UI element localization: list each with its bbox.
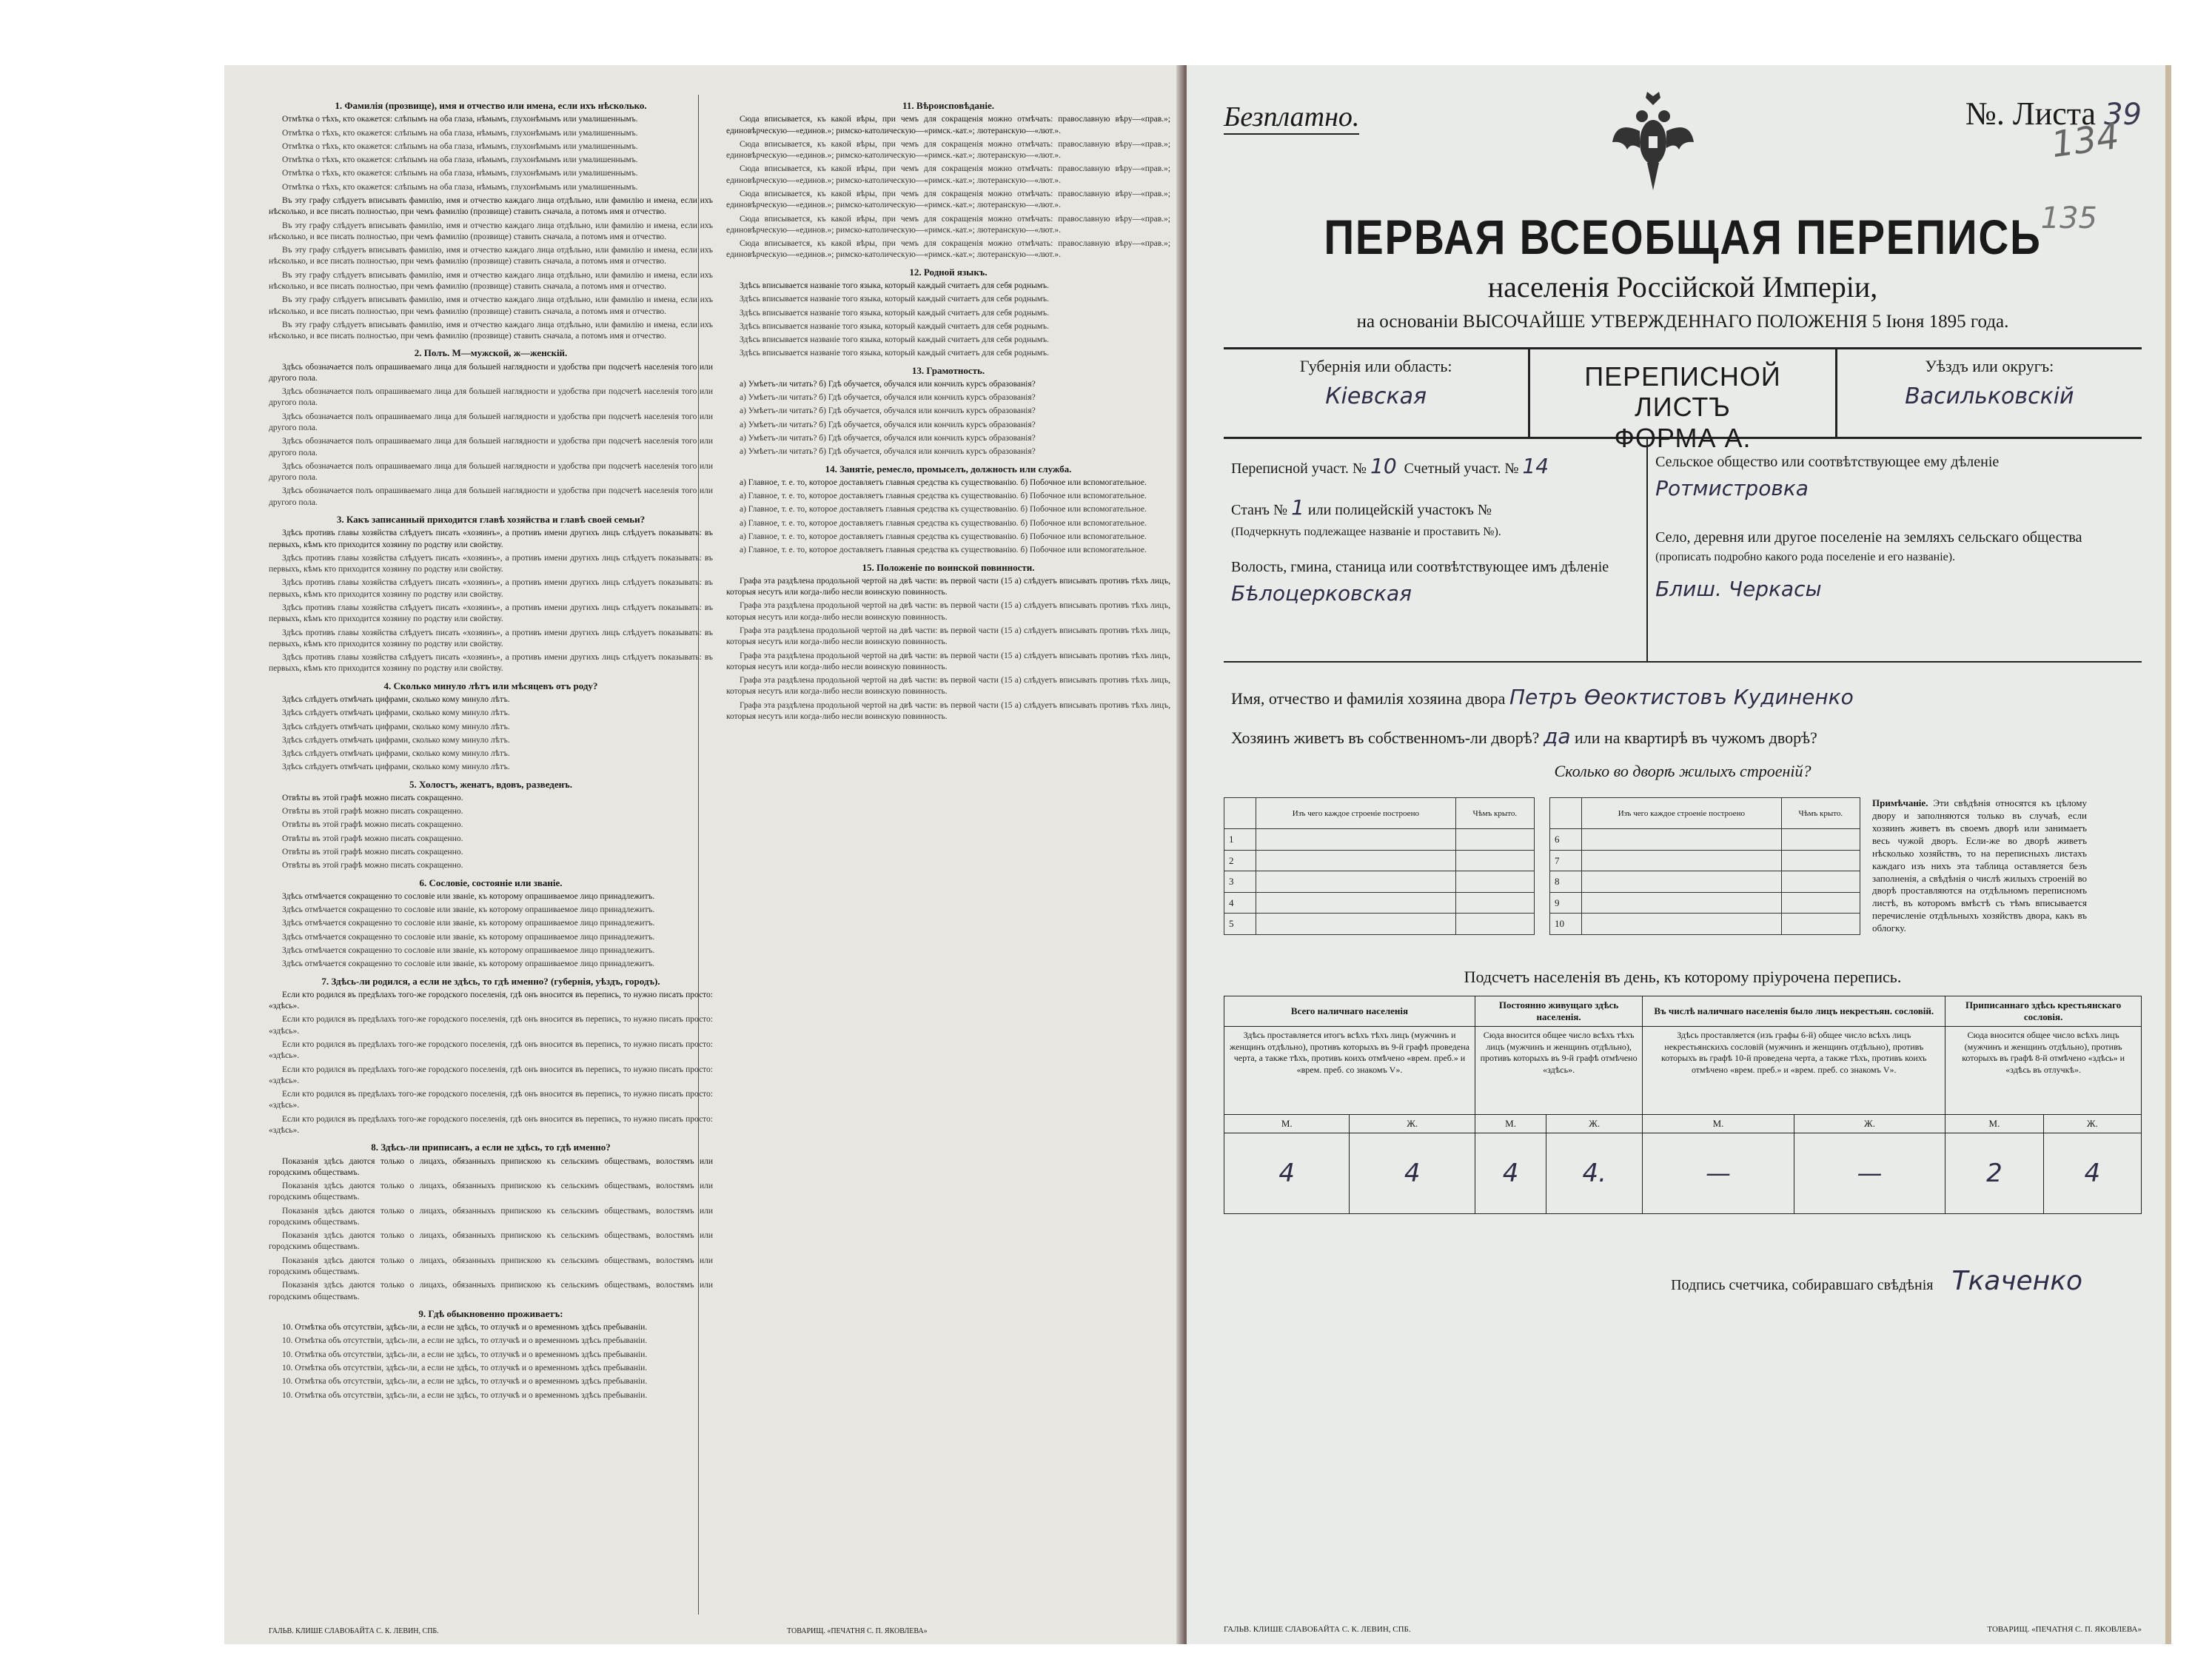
note-label: Примѣчаніе. <box>1872 797 1928 809</box>
society-label: Сельское общество или соотвѣтствующее ему дѣленіе <box>1655 454 2000 470</box>
buildings-section <box>1224 797 2142 935</box>
section-text: Сюда вписывается, къ какой вѣры, при чемъ для сокращенія можно отмѣчать: православную вѣру—«прав.»; единовѣрческую—«единов.»; римско-католическую—«римск.-кат.»; лютеранскую—«лют.». <box>726 139 1170 161</box>
section-text: Здѣсь противъ главы хозяйства слѣдуетъ писать «хозяинъ», а противъ имени другихъ лицъ слѣдуетъ показывать: въ первыхъ, кѣмъ кто приходится хозяину по родству или свойству. <box>269 603 713 624</box>
section-text: Здѣсь отмѣчается сокращенно то сословіе или званіе, къ которому опрашиваемое лицо принадлежитъ. <box>282 946 655 955</box>
section-heading: 1. Фамилія (прозвище), имя и отчество или имена, если ихъ нѣсколько. <box>335 100 647 111</box>
section-text: а) Умѣетъ-ли читать? б) Гдѣ обучается, обучался или кончилъ курсъ образованія? <box>740 434 1036 443</box>
row-number: 10 <box>1550 914 1582 935</box>
count-header: Приписаннаго здѣсь крестьянскаго сословія. <box>1945 996 2142 1026</box>
section-text: Отвѣты въ этой графѣ можно писать сокращенно. <box>282 820 463 830</box>
sheet-number-label: №. Листа <box>1965 95 2097 132</box>
section-text: а) Главное, т. е. то, которое доставляетъ главныя средства къ существованію. б) Побочное или вспомогательное. <box>740 505 1147 515</box>
section-text: Здѣсь вписывается названіе того языка, который каждый считаетъ для себя роднымъ. <box>740 335 1049 345</box>
district-cell <box>1837 349 2142 437</box>
section-text: Здѣсь отмѣчается сокращенно то сословіе или званіе, къ которому опрашиваемое лицо принадлежитъ. <box>282 959 655 969</box>
village-label: Село, деревня или другое поселеніе на земляхъ сельскаго общества <box>1655 529 2082 546</box>
section-text: Здѣсь отмѣчается сокращенно то сословіе или званіе, къ которому опрашиваемое лицо принадлежитъ. <box>282 919 655 928</box>
section-text: Здѣсь обозначается полъ опрашиваемаго лица для большей наглядности и удобства при подсчетѣ населенія того или другого пола. <box>269 437 713 458</box>
count-value: 4 <box>2043 1133 2141 1213</box>
location-right <box>1648 439 2142 661</box>
sex-header: Ж. <box>1350 1114 1475 1133</box>
table-row <box>1224 1133 2142 1213</box>
section-text: Здѣсь вписывается названіе того языка, который каждый считаетъ для себя роднымъ. <box>740 321 1049 331</box>
form-header <box>1224 90 2142 235</box>
owner-label: Имя, отчество и фамилія хозяина двора <box>1231 689 1506 708</box>
row-number: 3 <box>1224 871 1256 893</box>
section-heading: 13. Грамотность. <box>911 364 985 376</box>
printer-mark: ТОВАРИЩ. «ПЕЧАТНЯ С. П. ЯКОВЛЕВА» <box>787 1627 928 1635</box>
count-header: Въ числѣ наличнаго населенія было лицъ некрестьян. сословій. <box>1643 996 1945 1026</box>
stan-value: 1 <box>1291 495 1304 520</box>
section-text: Отвѣты въ этой графѣ можно писать сокращенно. <box>282 793 463 802</box>
signature-line <box>1224 1266 2142 1296</box>
section-text: Отмѣтка о тѣхъ, кто окажется: слѣпымъ на оба глаза, нѣмымъ, глухонѣмымъ или умалишеннымъ. <box>282 115 638 124</box>
section-heading: 7. Здѣсь-ли родился, а если не здѣсь, то гдѣ именно? (губернія, уѣздъ, городъ). <box>321 975 660 987</box>
section-text: Если кто родился въ предѣлахъ того-же городского поселенія, гдѣ онъ вносится въ перепись, то нужно писать просто: «здѣсь». <box>269 1065 713 1085</box>
count-section-value: 14 <box>1522 454 1549 478</box>
table-row <box>1224 914 1535 935</box>
section-text: а) Умѣетъ-ли читать? б) Гдѣ обучается, обучался или кончилъ курсъ образованія? <box>740 420 1036 429</box>
own-yard-value: да <box>1543 724 1571 749</box>
section-text: Отвѣты въ этой графѣ можно писать сокращенно. <box>282 848 463 857</box>
section-text: а) Умѣетъ-ли читать? б) Гдѣ обучается, обучался или кончилъ курсъ образованія? <box>740 447 1036 457</box>
sex-header: Ж. <box>1546 1114 1643 1133</box>
instructions-page <box>224 65 1187 1644</box>
section-text: 10. Отмѣтка объ отсутствіи, здѣсь-ли, а если не здѣсь, то отлучкѣ и о временномъ здѣсь пребываніи. <box>282 1336 648 1346</box>
table-row <box>1224 829 1535 851</box>
section-heading: 3. Какъ записанный приходится главѣ хозяйства и главѣ своей семьи? <box>336 514 646 525</box>
sex-header: М. <box>1643 1114 1794 1133</box>
section-text: Показанія здѣсь даются только о лицахъ, обязанныхъ припискою къ сельскимъ обществамъ, волостямъ или городскимъ обществамъ. <box>269 1206 713 1227</box>
section-text: Здѣсь противъ главы хозяйства слѣдуетъ писать «хозяинъ», а противъ имени другихъ лицъ слѣдуетъ показывать: въ первыхъ, кѣмъ кто приходится хозяину по родству или свойству. <box>269 628 713 648</box>
table-row <box>1550 850 1860 871</box>
police-label: или полицейскій участокъ № <box>1307 502 1492 518</box>
count-value: 2 <box>1945 1133 2043 1213</box>
village-hint: (прописать подробно какого рода поселеніе и его названіе). <box>1655 551 1956 563</box>
sex-header: М. <box>1475 1114 1546 1133</box>
sheet-box <box>1224 349 2142 453</box>
section-text: 10. Отмѣтка объ отсутствіи, здѣсь-ли, а если не здѣсь, то отлучкѣ и о временномъ здѣсь пребываніи. <box>282 1350 648 1359</box>
form-type-title: ПЕРЕПИСНОЙ ЛИСТЪ <box>1584 361 1781 423</box>
section-text: а) Главное, т. е. то, которое доставляетъ главныя средства къ существованію. б) Побочное или вспомогательное. <box>740 518 1147 528</box>
census-section-value: 10 <box>1370 454 1397 478</box>
section-text: Въ эту графу слѣдуетъ вписывать фамилію, имя и отчество каждаго лица отдѣльно, или фамилію и имена, если ихъ нѣсколько, и все писать полностью, при чемъ фамилію (прозвище) ставить сначала, а потомъ имя и отчество. <box>269 295 713 316</box>
section-text: Здѣсь отмѣчается сокращенно то сословіе или званіе, къ которому опрашиваемое лицо принадлежитъ. <box>282 891 655 901</box>
sheet-number-value: 39 <box>2104 98 2142 132</box>
count-value: 4 <box>1224 1133 1350 1213</box>
section-text: Показанія здѣсь даются только о лицахъ, обязанныхъ припискою къ сельскимъ обществамъ, волостямъ или городскимъ обществамъ. <box>269 1281 713 1301</box>
own-yard-label: Хозяинъ живетъ въ собственномъ-ли дворѣ? <box>1231 728 1540 748</box>
section-text: Въ эту графу слѣдуетъ вписывать фамилію, имя и отчество каждаго лица отдѣльно, или фамилію и имена, если ихъ нѣсколько, и все писать полностью, при чемъ фамилію (прозвище) ставить сначала, а потомъ имя и отчество. <box>269 320 713 341</box>
section-text: Здѣсь отмѣчается сокращенно то сословіе или званіе, къ которому опрашиваемое лицо принадлежитъ. <box>282 905 655 915</box>
section-text: Здѣсь противъ главы хозяйства слѣдуетъ писать «хозяинъ», а противъ имени другихъ лицъ слѣдуетъ показывать: въ первыхъ, кѣмъ кто приходится хозяину по родству или свойству. <box>269 578 713 599</box>
section-text: Если кто родился въ предѣлахъ того-же городского поселенія, гдѣ онъ вносится въ перепись, то нужно писать просто: «здѣсь». <box>269 990 713 1011</box>
section-text: Отмѣтка о тѣхъ, кто окажется: слѣпымъ на оба глаза, нѣмымъ, глухонѣмымъ или умалишеннымъ. <box>282 128 638 138</box>
section-heading: 15. Положеніе по воинской повинности. <box>862 561 1035 573</box>
section-text: Здѣсь слѣдуетъ отмѣчать цифрами, сколько кому минуло лѣтъ. <box>282 735 510 745</box>
section-heading: 4. Сколько минуло лѣтъ или мѣсяцевъ отъ роду? <box>383 680 598 691</box>
form-type-code: ФОРМА А. <box>1614 422 1752 453</box>
section-text: Здѣсь обозначается полъ опрашиваемаго лица для большей наглядности и удобства при подсчетѣ населенія того или другого пола. <box>269 362 713 383</box>
pencil-number: 134 <box>2048 115 2122 167</box>
section-text: Показанія здѣсь даются только о лицахъ, обязанныхъ припискою къ сельскимъ обществамъ, волостямъ или городскимъ обществамъ. <box>269 1256 713 1277</box>
count-value: 4 <box>1350 1133 1475 1213</box>
section-text: Если кто родился въ предѣлахъ того-же городского поселенія, гдѣ онъ вносится въ перепись, то нужно писать просто: «здѣсь». <box>269 1090 713 1110</box>
section-text: Здѣсь противъ главы хозяйства слѣдуетъ писать «хозяинъ», а противъ имени другихъ лицъ слѣдуетъ показывать: въ первыхъ, кѣмъ кто приходится хозяину по родству или свойству. <box>269 529 713 549</box>
pencil-number: 135 <box>2040 201 2097 235</box>
section-text: Отмѣтка о тѣхъ, кто окажется: слѣпымъ на оба глаза, нѣмымъ, глухонѣмымъ или умалишеннымъ. <box>282 155 638 165</box>
table-row <box>1550 829 1860 851</box>
section-text: Здѣсь отмѣчается сокращенно то сословіе или званіе, къ которому опрашиваемое лицо принадлежитъ. <box>282 932 655 942</box>
form-title: ПЕРВАЯ ВСЕОБЩАЯ ПЕРЕПИСЬ <box>1324 210 2042 264</box>
row-number: 4 <box>1224 892 1256 914</box>
section-text: Графа эта раздѣлена продольной чертой на двѣ части: въ первой части (15 а) слѣдуетъ вписывать противъ тѣхъ лицъ, которыя несутъ или когда-либо несли воинскую повинность. <box>726 576 1170 597</box>
row-number: 9 <box>1550 892 1582 914</box>
stan-label: Станъ № <box>1231 502 1288 518</box>
count-description: Сюда вносится общее число всѣхъ тѣхъ лицъ (мужчинъ и женщинъ отдѣльно), противъ которыхъ въ 9-й графѣ отмѣчено «здѣсь». <box>1475 1026 1642 1114</box>
signature-value: Ткаченко <box>1951 1265 2082 1296</box>
section-text: Въ эту графу слѣдуетъ вписывать фамилію, имя и отчество каждаго лица отдѣльно, или фамилію и имена, если ихъ нѣсколько, и все писать полностью, при чемъ фамилію (прозвище) ставить сначала, а потомъ имя и отчество. <box>269 221 713 241</box>
section-text: Здѣсь обозначается полъ опрашиваемаго лица для большей наглядности и удобства при подсчетѣ населенія того или другого пола. <box>269 486 713 507</box>
province-cell <box>1224 349 1528 437</box>
sex-header: М. <box>1224 1114 1350 1133</box>
section-text: а) Умѣетъ-ли читать? б) Гдѣ обучается, обучался или кончилъ курсъ образованія? <box>740 393 1036 403</box>
sex-header: М. <box>1945 1114 2043 1133</box>
sex-header: Ж. <box>2043 1114 2141 1133</box>
section-text: Показанія здѣсь даются только о лицахъ, обязанныхъ припискою къ сельскимъ обществамъ, волостямъ или городскимъ обществамъ. <box>269 1182 713 1202</box>
section-text: Отвѣты въ этой графѣ можно писать сокращенно. <box>282 861 463 871</box>
section-text: Показанія здѣсь даются только о лицахъ, обязанныхъ припискою къ сельскимъ обществамъ, волостямъ или городскимъ обществамъ. <box>269 1231 713 1252</box>
province-label: Губернія или область: <box>1299 357 1452 375</box>
owner-section <box>1224 663 2142 787</box>
location-left <box>1224 439 1648 661</box>
section-heading: 5. Холостъ, женатъ, вдовъ, разведенъ. <box>409 778 572 790</box>
section-text: Въ эту графу слѣдуетъ вписывать фамилію, имя и отчество каждаго лица отдѣльно, или фамилію и имена, если ихъ нѣсколько, и все писать полностью, при чемъ фамилію (прозвище) ставить сначала, а потомъ имя и отчество. <box>269 246 713 267</box>
section-text: а) Главное, т. е. то, которое доставляетъ главныя средства къ существованію. б) Побочное или вспомогательное. <box>740 532 1147 541</box>
census-section-label: Переписной участ. № <box>1231 460 1367 477</box>
section-text: Сюда вписывается, къ какой вѣры, при чемъ для сокращенія можно отмѣчать: православную вѣру—«прав.»; единовѣрческую—«единов.»; римско-католическую—«римск.-кат.»; лютеранскую—«лют.». <box>726 164 1170 185</box>
form-subtitle: населенія Россійской Имперіи, <box>1487 270 1878 304</box>
table-row <box>1550 892 1860 914</box>
section-text: 10. Отмѣтка объ отсутствіи, здѣсь-ли, а если не здѣсь, то отлучкѣ и о временномъ здѣсь пребываніи. <box>282 1364 648 1373</box>
village-value: Блиш. Черкасы <box>1655 577 1822 601</box>
instructions-column-1 <box>269 95 713 1622</box>
count-value: 4 <box>1475 1133 1546 1213</box>
section-text: Здѣсь вписывается названіе того языка, который каждый считаетъ для себя роднымъ. <box>740 295 1049 304</box>
district-label: Уѣздъ или округъ: <box>1925 357 2054 375</box>
table-row <box>1224 892 1535 914</box>
free-label: Безплатно. <box>1224 101 1359 135</box>
bldg-header: Изъ чего каждое строеніе построено <box>1582 798 1782 829</box>
form-type <box>1528 349 1837 453</box>
double-headed-eagle-icon <box>1609 90 1697 194</box>
section-heading: 9. Гдѣ обыкновенно проживаетъ: <box>418 1307 563 1319</box>
section-text: Здѣсь слѣдуетъ отмѣчать цифрами, сколько кому минуло лѣтъ. <box>282 722 510 731</box>
section-text: Отмѣтка о тѣхъ, кто окажется: слѣпымъ на оба глаза, нѣмымъ, глухонѣмымъ или умалишеннымъ. <box>282 141 638 151</box>
book-scan <box>224 65 2171 1644</box>
count-value: — <box>1794 1133 1945 1213</box>
printer-mark: ТОВАРИЩ. «ПЕЧАТНЯ С. П. ЯКОВЛЕВА» <box>1987 1625 2142 1634</box>
section-text: Сюда вписывается, къ какой вѣры, при чемъ для сокращенія можно отмѣчать: православную вѣру—«прав.»; единовѣрческую—«единов.»; римско-католическую—«римск.-кат.»; лютеранскую—«лют.». <box>726 115 1170 135</box>
section-text: Здѣсь слѣдуетъ отмѣчать цифрами, сколько кому минуло лѣтъ. <box>282 708 510 718</box>
row-number: 2 <box>1224 850 1256 871</box>
count-title: Подсчетъ населенія въ день, къ которому пріурочена перепись. <box>1464 967 1902 986</box>
volost-value: Бѣлоцерковская <box>1231 581 1412 606</box>
count-value: 4. <box>1546 1133 1643 1213</box>
section-heading: 6. Сословіе, состояніе или званіе. <box>419 877 563 888</box>
note-text: Эти свѣдѣнія относятся къ цѣлому двору и заполняются только въ случаѣ, если хозяинъ живетъ въ своемъ дворѣ или занимаетъ весь чужой дворъ. Если-же во дворѣ живетъ нѣсколько хозяйствъ, то на переписныхъ листахъ каждаго изъ нихъ эта таблица оставляется безъ заполненія, а свѣдѣнія о числѣ жилыхъ строеній во дворѣ проставляются на отдѣльномъ переписномъ листѣ, въ которомъ вмѣстѣ съ тѣмъ вписывается перечисленіе отдѣльныхъ хозяйствъ двора, какъ въ облогку. <box>1872 797 2088 934</box>
province-value: Кіевская <box>1325 383 1427 409</box>
section-text: Если кто родился въ предѣлахъ того-же городского поселенія, гдѣ онъ вносится въ перепись, то нужно писать просто: «здѣсь». <box>269 1039 713 1061</box>
section-text: Отвѣты въ этой графѣ можно писать сокращенно. <box>282 834 463 843</box>
section-text: Здѣсь вписывается названіе того языка, который каждый считаетъ для себя роднымъ. <box>740 349 1049 358</box>
section-text: Отмѣтка о тѣхъ, кто окажется: слѣпымъ на оба глаза, нѣмымъ, глухонѣмымъ или умалишеннымъ. <box>282 169 638 178</box>
table-row <box>1224 850 1535 871</box>
count-value: — <box>1643 1133 1794 1213</box>
row-number: 6 <box>1550 829 1582 851</box>
section-text: Здѣсь слѣдуетъ отмѣчать цифрами, сколько кому минуло лѣтъ. <box>282 763 510 772</box>
count-header: Всего наличнаго населенія <box>1224 996 1475 1026</box>
population-count <box>1224 996 2142 1214</box>
section-text: Здѣсь обозначается полъ опрашиваемаго лица для большей наглядности и удобства при подсчетѣ населенія того или другого пола. <box>269 387 713 408</box>
section-text: Сюда вписывается, къ какой вѣры, при чемъ для сокращенія можно отмѣчать: православную вѣру—«прав.»; единовѣрческую—«единов.»; римско-католическую—«римск.-кат.»; лютеранскую—«лют.». <box>726 189 1170 210</box>
section-text: 10. Отмѣтка объ отсутствіи, здѣсь-ли, а если не здѣсь, то отлучкѣ и о временномъ здѣсь пребываніи. <box>282 1323 648 1333</box>
section-text: Графа эта раздѣлена продольной чертой на двѣ части: въ первой части (15 а) слѣдуетъ вписывать противъ тѣхъ лицъ, которыя несутъ или когда-либо несли воинскую повинность. <box>726 626 1170 647</box>
bldg-header: Изъ чего каждое строеніе построено <box>1256 798 1456 829</box>
table-row <box>1224 871 1535 893</box>
section-heading: 11. Вѣроисповѣданіе. <box>902 100 994 111</box>
section-heading: 12. Родной языкъ. <box>909 266 988 278</box>
row-number: 5 <box>1224 914 1256 935</box>
section-heading: 2. Полъ. М—мужской, ж—женскій. <box>414 347 568 359</box>
section-text: Графа эта раздѣлена продольной чертой на двѣ части: въ первой части (15 а) слѣдуетъ вписывать противъ тѣхъ лицъ, которыя несутъ или когда-либо несли воинскую повинность. <box>726 676 1170 697</box>
table-row <box>1550 871 1860 893</box>
row-number: 8 <box>1550 871 1582 893</box>
section-text: Отмѣтка о тѣхъ, кто окажется: слѣпымъ на оба глаза, нѣмымъ, глухонѣмымъ или умалишеннымъ. <box>282 182 638 192</box>
bldg-header: Чѣмъ крыто. <box>1781 798 1860 829</box>
sex-header: Ж. <box>1794 1114 1945 1133</box>
section-text: Если кто родился въ предѣлахъ того-же городского поселенія, гдѣ онъ вносится въ перепись, то нужно писать просто: «здѣсь». <box>269 1015 713 1036</box>
volost-label: Волость, гмина, станица или соотвѣтствующее имъ дѣленіе <box>1231 559 1609 575</box>
section-text: Показанія здѣсь даются только о лицахъ, обязанныхъ припискою къ сельскимъ обществамъ, волостямъ или городскимъ обществамъ. <box>269 1156 713 1177</box>
count-header: Постоянно живущаго здѣсь населенія. <box>1475 996 1642 1026</box>
section-text: Отвѣты въ этой графѣ можно писать сокращенно. <box>282 807 463 817</box>
signature-label: Подпись счетчика, собиравшаго свѣдѣнія <box>1671 1276 1934 1293</box>
owner-value: Петръ Ѳеоктистовъ Кудиненко <box>1509 685 1854 709</box>
count-description: Сюда вносится общее число всѣхъ лицъ (мужчинъ и женщинъ отдѣльно), противъ которыхъ въ графѣ 8-й отмѣчено «здѣсь» и «здѣсь въ отлучкѣ». <box>1945 1026 2142 1114</box>
section-text: 10. Отмѣтка объ отсутствіи, здѣсь-ли, а если не здѣсь, то отлучкѣ и о временномъ здѣсь пребываніи. <box>282 1377 648 1387</box>
buildings-note <box>1860 797 2087 935</box>
location-fields <box>1224 439 2142 663</box>
section-text: Если кто родился въ предѣлахъ того-же городского поселенія, гдѣ онъ вносится въ перепись, то нужно писать просто: «здѣсь». <box>269 1114 713 1135</box>
section-text: Сюда вписывается, къ какой вѣры, при чемъ для сокращенія можно отмѣчать: православную вѣру—«прав.»; единовѣрческую—«единов.»; римско-католическую—«римск.-кат.»; лютеранскую—«лют.». <box>726 239 1170 260</box>
count-description: Здѣсь проставляется (изъ графы 6-й) общее число всѣхъ лицъ некрестьянскихъ сословій (мужчинъ и женщинъ отдѣльно), противъ которыхъ въ графѣ 10-й проведена черта, а также тѣхъ, противъ коихъ отмѣчено «врем. преб.» и «врем. преб. со знакомъ V». <box>1643 1026 1945 1114</box>
section-text: а) Умѣетъ-ли читать? б) Гдѣ обучается, обучался или кончилъ курсъ образованія? <box>740 379 1036 389</box>
section-text: Здѣсь вписывается названіе того языка, который каждый считаетъ для себя роднымъ. <box>740 308 1049 318</box>
printer-mark: ГАЛЬВ. КЛИШЕ СЛАВОБАЙТА С. К. ЛЕВИН, СПБ. <box>1224 1625 1411 1634</box>
buildings-table <box>1549 797 1860 935</box>
section-text: 10. Отмѣтка объ отсутствіи, здѣсь-ли, а если не здѣсь, то отлучкѣ и о временномъ здѣсь пребываніи. <box>282 1390 648 1400</box>
binding-edge <box>2165 65 2171 1644</box>
section-text: Графа эта раздѣлена продольной чертой на двѣ части: въ первой части (15 а) слѣдуетъ вписывать противъ тѣхъ лицъ, которыя несутъ или когда-либо несли воинскую повинность. <box>726 651 1170 671</box>
form-basis: на основаніи ВЫСОЧАЙШЕ УТВЕРЖДЕННАГО ПОЛОЖЕНІЯ 5 Іюня 1895 года. <box>1356 312 2009 332</box>
section-text: Здѣсь противъ главы хозяйства слѣдуетъ писать «хозяинъ», а противъ имени другихъ лицъ слѣдуетъ показывать: въ первыхъ, кѣмъ кто приходится хозяину по родству или свойству. <box>269 553 713 574</box>
buildings-label: Сколько во дворѣ жилыхъ строеній? <box>1554 762 1812 781</box>
section-text: а) Главное, т. е. то, которое доставляетъ главныя средства къ существованію. б) Побочное или вспомогательное. <box>740 477 1147 487</box>
section-text: Въ эту графу слѣдуетъ вписывать фамилію, имя и отчество каждаго лица отдѣльно, или фамилію и имена, если ихъ нѣсколько, и все писать полностью, при чемъ фамилію (прозвище) ставить сначала, а потомъ имя и отчество. <box>269 270 713 291</box>
instructions-column-2 <box>726 95 1170 1622</box>
row-number: 7 <box>1550 850 1582 871</box>
section-text: Графа эта раздѣлена продольной чертой на двѣ части: въ первой части (15 а) слѣдуетъ вписывать противъ тѣхъ лицъ, которыя несутъ или когда-либо несли воинскую повинность. <box>726 700 1170 721</box>
society-value: Ротмистровка <box>1655 476 1809 500</box>
row-number: 1 <box>1224 829 1256 851</box>
rented-label: или на квартирѣ въ чужомъ дворѣ? <box>1574 728 1817 748</box>
bldg-header: Чѣмъ крыто. <box>1455 798 1534 829</box>
section-text: Сюда вписывается, къ какой вѣры, при чемъ для сокращенія можно отмѣчать: православную вѣру—«прав.»; единовѣрческую—«единов.»; римско-католическую—«римск.-кат.»; лютеранскую—«лют.». <box>726 214 1170 235</box>
section-heading: 14. Занятіе, ремесло, промыселъ, должность или служба. <box>825 463 1072 475</box>
count-section-label: Счетный участ. № <box>1404 460 1519 477</box>
section-text: а) Главное, т. е. то, которое доставляетъ главныя средства къ существованію. б) Побочное или вспомогательное. <box>740 546 1147 555</box>
section-text: Въ эту графу слѣдуетъ вписывать фамилію, имя и отчество каждаго лица отдѣльно, или фамилію и имена, если ихъ нѣсколько, и все писать полностью, при чемъ фамилію (прозвище) ставить сначала, а потомъ имя и отчество. <box>269 195 713 217</box>
section-heading: 8. Здѣсь-ли приписанъ, а если не здѣсь, то гдѣ именно? <box>371 1142 611 1153</box>
census-form-page <box>1187 65 2171 1644</box>
section-text: а) Умѣетъ-ли читать? б) Гдѣ обучается, обучался или кончилъ курсъ образованія? <box>740 406 1036 416</box>
buildings-table <box>1224 797 1535 935</box>
printer-mark: ГАЛЬВ. КЛИШЕ СЛАВОБАЙТА С. К. ЛЕВИН, СПБ. <box>269 1627 439 1635</box>
police-hint: (Подчеркнуть подлежащее названіе и проставить №). <box>1231 526 1501 538</box>
section-text: Здѣсь слѣдуетъ отмѣчать цифрами, сколько кому минуло лѣтъ. <box>282 749 510 759</box>
section-text: Здѣсь обозначается полъ опрашиваемаго лица для большей наглядности и удобства при подсчетѣ населенія того или другого пола. <box>269 461 713 483</box>
section-text: Здѣсь обозначается полъ опрашиваемаго лица для большей наглядности и удобства при подсчетѣ населенія того или другого пола. <box>269 412 713 433</box>
section-text: Здѣсь вписывается названіе того языка, который каждый считаетъ для себя роднымъ. <box>740 281 1049 290</box>
count-description: Здѣсь проставляется итогъ всѣхъ тѣхъ лицъ (мужчинъ и женщинъ отдѣльно), противъ которыхъ въ 9-й графѣ проведена черта, а также тѣхъ, противъ коихъ отмѣчено «врем. преб.» и «врем. преб. со знакомъ V». <box>1224 1026 1475 1114</box>
section-text: Здѣсь противъ главы хозяйства слѣдуетъ писать «хозяинъ», а противъ имени другихъ лицъ слѣдуетъ показывать: въ первыхъ, кѣмъ кто приходится хозяину по родству или свойству. <box>269 653 713 674</box>
section-text: а) Главное, т. е. то, которое доставляетъ главныя средства къ существованію. б) Побочное или вспомогательное. <box>740 492 1147 501</box>
section-text: Здѣсь слѣдуетъ отмѣчать цифрами, сколько кому минуло лѣтъ. <box>282 694 510 704</box>
district-value: Васильковскій <box>1905 383 2074 409</box>
population-count-table <box>1224 996 2142 1214</box>
section-text: Графа эта раздѣлена продольной чертой на двѣ части: въ первой части (15 а) слѣдуетъ вписывать противъ тѣхъ лицъ, которыя несутъ или когда-либо несли воинскую повинность. <box>726 601 1170 622</box>
table-row <box>1550 914 1860 935</box>
